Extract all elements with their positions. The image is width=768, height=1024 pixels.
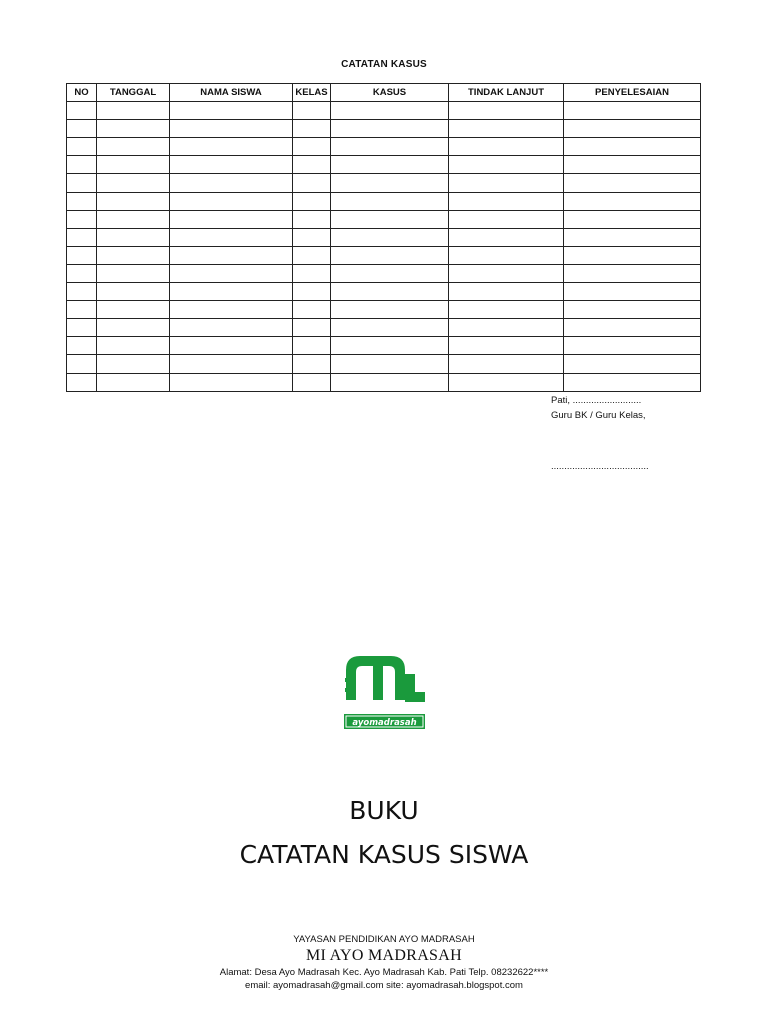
- table-cell: [97, 355, 170, 373]
- cover-title-line1: BUKU: [349, 796, 419, 825]
- table-cell: [449, 319, 564, 337]
- table-cell: [331, 246, 449, 264]
- table-cell: [170, 355, 293, 373]
- table-cell: [293, 138, 331, 156]
- table-cell: [293, 156, 331, 174]
- table-row: [67, 283, 701, 301]
- table-cell: [293, 301, 331, 319]
- table-cell: [449, 355, 564, 373]
- signature-block: [551, 393, 649, 474]
- table-row: [67, 246, 701, 264]
- table-cell: [293, 246, 331, 264]
- table-cell: [170, 373, 293, 391]
- table-cell: [170, 120, 293, 138]
- table-cell: [331, 319, 449, 337]
- school-name: MI AYO MADRASAH: [306, 947, 462, 964]
- table-cell: [331, 264, 449, 282]
- table-cell: [331, 156, 449, 174]
- table-cell: [67, 174, 97, 192]
- header-tindak-lanjut: TINDAK LANJUT: [449, 84, 564, 102]
- table-cell: [293, 355, 331, 373]
- table-cell: [170, 192, 293, 210]
- table-cell: [449, 120, 564, 138]
- table-cell: [67, 138, 97, 156]
- table-cell: [293, 283, 331, 301]
- table-cell: [97, 174, 170, 192]
- table-cell: [564, 373, 701, 391]
- table-cell: [97, 192, 170, 210]
- table-cell: [331, 174, 449, 192]
- table-cell: [97, 102, 170, 120]
- table-cell: [449, 264, 564, 282]
- table-cell: [293, 373, 331, 391]
- table-cell: [449, 156, 564, 174]
- table-cell: [97, 120, 170, 138]
- table-cell: [331, 192, 449, 210]
- table-row: [67, 192, 701, 210]
- table-cell: [293, 319, 331, 337]
- table-cell: [564, 319, 701, 337]
- table-cell: [67, 192, 97, 210]
- cover-title: [0, 794, 768, 872]
- table-cell: [449, 102, 564, 120]
- table-cell: [564, 156, 701, 174]
- table-cell: [449, 192, 564, 210]
- table-cell: [449, 301, 564, 319]
- footer: [0, 933, 768, 992]
- table-cell: [293, 264, 331, 282]
- table-cell: [97, 373, 170, 391]
- table-cell: [449, 246, 564, 264]
- table-cell: [564, 355, 701, 373]
- table-cell: [67, 373, 97, 391]
- table-cell: [97, 319, 170, 337]
- header-tanggal: TANGGAL: [97, 84, 170, 102]
- table-cell: [564, 210, 701, 228]
- table-cell: [67, 102, 97, 120]
- table-cell: [170, 138, 293, 156]
- table-cell: [331, 210, 449, 228]
- table-cell: [170, 319, 293, 337]
- table-cell: [67, 283, 97, 301]
- table-cell: [97, 228, 170, 246]
- table-cell: [293, 228, 331, 246]
- table-cell: [449, 228, 564, 246]
- table-row: [67, 156, 701, 174]
- table-row: [67, 373, 701, 391]
- header-penyelesaian: PENYELESAIAN: [564, 84, 701, 102]
- table-cell: [97, 210, 170, 228]
- table-cell: [170, 246, 293, 264]
- table-cell: [564, 102, 701, 120]
- table-cell: [67, 210, 97, 228]
- signer-role: Guru BK / Guru Kelas,: [551, 410, 646, 421]
- table-cell: [331, 138, 449, 156]
- table-body: [67, 102, 701, 392]
- table-cell: [97, 264, 170, 282]
- school-address: Alamat: Desa Ayo Madrasah Kec. Ayo Madrasah Kab. Pati Telp. 08232622****: [219, 967, 549, 978]
- table-cell: [67, 228, 97, 246]
- table-row: [67, 319, 701, 337]
- table-cell: [67, 246, 97, 264]
- header-kasus: KASUS: [331, 84, 449, 102]
- table-cell: [331, 228, 449, 246]
- table-cell: [331, 337, 449, 355]
- cover-title-line2: CATATAN KASUS SISWA: [239, 840, 529, 869]
- table-cell: [67, 156, 97, 174]
- table-cell: [564, 120, 701, 138]
- table-cell: [449, 138, 564, 156]
- table-cell: [449, 210, 564, 228]
- header-nama-siswa: NAMA SISWA: [170, 84, 293, 102]
- table-cell: [67, 355, 97, 373]
- table-cell: [170, 301, 293, 319]
- table-cell: [170, 283, 293, 301]
- table-cell: [331, 120, 449, 138]
- table-row: [67, 174, 701, 192]
- logo-text: ayomadrasah: [352, 718, 417, 728]
- table-cell: [97, 301, 170, 319]
- table-cell: [67, 319, 97, 337]
- table-cell: [97, 246, 170, 264]
- table-cell: [170, 102, 293, 120]
- table-cell: [170, 337, 293, 355]
- table-cell: [564, 246, 701, 264]
- table-cell: [331, 373, 449, 391]
- table-cell: [293, 192, 331, 210]
- school-contact: email: ayomadrasah@gmail.com site: ayomadrasah.blogspot.com: [245, 980, 523, 991]
- table-row: [67, 301, 701, 319]
- table-cell: [449, 283, 564, 301]
- table-cell: [97, 283, 170, 301]
- table-row: [67, 264, 701, 282]
- ayomadrasah-logo: [343, 654, 427, 732]
- table-cell: [170, 228, 293, 246]
- table-cell: [67, 264, 97, 282]
- table-row: [67, 210, 701, 228]
- table-cell: [331, 283, 449, 301]
- table-cell: [293, 210, 331, 228]
- table-row: [67, 337, 701, 355]
- table-row: [67, 120, 701, 138]
- table-cell: [564, 264, 701, 282]
- table-cell: [331, 102, 449, 120]
- table-cell: [293, 120, 331, 138]
- table-cell: [564, 337, 701, 355]
- table-cell: [449, 174, 564, 192]
- table-cell: [564, 283, 701, 301]
- table-cell: [564, 301, 701, 319]
- document-title: CATATAN KASUS: [341, 59, 427, 70]
- table-cell: [293, 102, 331, 120]
- signature-line: .....................................: [551, 461, 649, 472]
- table-cell: [331, 355, 449, 373]
- table-cell: [67, 301, 97, 319]
- table-cell: [449, 337, 564, 355]
- table-cell: [170, 264, 293, 282]
- table-cell: [564, 228, 701, 246]
- table-cell: [97, 156, 170, 174]
- table-header-row: [67, 84, 701, 102]
- table-cell: [564, 174, 701, 192]
- table-cell: [293, 174, 331, 192]
- header-kelas: KELAS: [293, 84, 331, 102]
- table-cell: [293, 337, 331, 355]
- table-row: [67, 138, 701, 156]
- logo-mark-icon: [343, 654, 427, 732]
- table-cell: [170, 174, 293, 192]
- table-cell: [564, 192, 701, 210]
- table-cell: [564, 138, 701, 156]
- table-cell: [449, 373, 564, 391]
- table-cell: [97, 337, 170, 355]
- table-row: [67, 355, 701, 373]
- table-cell: [97, 138, 170, 156]
- table-cell: [331, 301, 449, 319]
- foundation-name: YAYASAN PENDIDIKAN AYO MADRASAH: [293, 934, 475, 945]
- table-cell: [170, 210, 293, 228]
- table-row: [67, 228, 701, 246]
- header-no: NO: [67, 84, 97, 102]
- table-cell: [170, 156, 293, 174]
- place-date: Pati, ..........................: [551, 395, 642, 406]
- table-cell: [67, 337, 97, 355]
- case-record-table: [66, 83, 701, 392]
- table-cell: [67, 120, 97, 138]
- table-row: [67, 102, 701, 120]
